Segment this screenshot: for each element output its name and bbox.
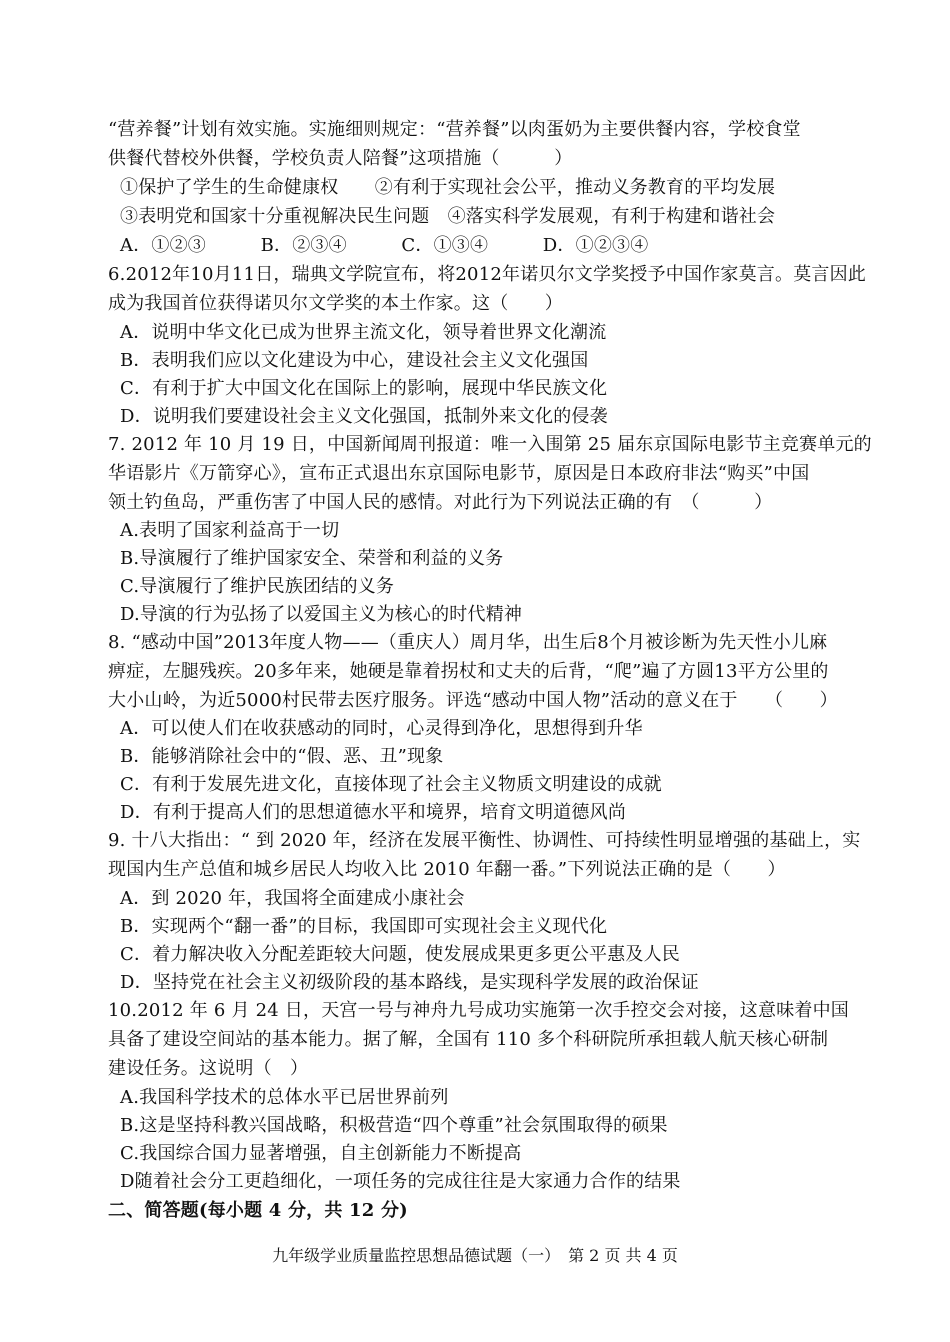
option-line: B．能够消除社会中的“假、恶、丑”现象 bbox=[120, 746, 444, 767]
option-line: A．到 2020 年，我国将全面建成小康社会 bbox=[120, 888, 465, 909]
option-line: A．可以使人们在收获感动的同时，心灵得到净化，思想得到升华 bbox=[120, 718, 643, 739]
option-line: A．说明中华文化已成为世界主流文化，领导着世界文化潮流 bbox=[120, 322, 607, 343]
question-6: 6.2012年10月11日，瑞典文学院宣布，将2012年诺贝尔文学奖授予中国作家莫言。莫言因此 bbox=[108, 264, 866, 285]
page-footer: 九年级学业质量监控思想品德试题（一） 第 2 页 共 4 页 bbox=[272, 1246, 678, 1265]
option-line: A.我国科学技术的总体水平已居世界前列 bbox=[120, 1087, 449, 1108]
text-line: 痹症，左腿残疾。20多年来，她硬是靠着拐杖和丈夫的后背，“爬”遍了方圆13平方公里的 bbox=[108, 661, 829, 682]
option-line: ①保护了学生的生命健康权 ②有利于实现社会公平，推动义务教育的平均发展 bbox=[120, 177, 776, 198]
question-8: 8. “感动中国”2013年度人物——（重庆人）周月华，出生后8个月被诊断为先天性小儿麻 bbox=[108, 632, 828, 653]
text-line: 具备了建设空间站的基本能力。据了解，全国有 110 多个科研院所承担载人航天核心研制 bbox=[108, 1029, 829, 1050]
text-line: 大小山岭，为近5000村民带去医疗服务。评选“感动中国人物”活动的意义在于 （ ） bbox=[108, 690, 838, 711]
option-line: B．实现两个“翻一番”的目标，我国即可实现社会主义现代化 bbox=[120, 916, 608, 937]
option-line: D．坚持党在社会主义初级阶段的基本路线，是实现科学发展的政治保证 bbox=[120, 972, 699, 993]
text-line: 领土钓鱼岛，严重伤害了中国人民的感情。对此行为下列说法正确的有 （ ） bbox=[108, 492, 773, 513]
option-line: ③表明党和国家十分重视解决民生问题 ④落实科学发展观，有利于构建和谐社会 bbox=[120, 206, 776, 227]
text-line: 成为我国首位获得诺贝尔文学奖的本土作家。这（ ） bbox=[108, 293, 563, 314]
answer-choices: A．①②③ B．②③④ C．①③④ D．①②③④ bbox=[120, 235, 649, 256]
question-10: 10.2012 年 6 月 24 日，天宫一号与神舟九号成功实施第一次手控交会对接，这意味着中国 bbox=[108, 1000, 849, 1021]
text-line: 现国内生产总值和城乡居民人均收入比 2010 年翻一番。”下列说法正确的是（ ） bbox=[108, 859, 786, 880]
option-line: B．表明我们应以文化建设为中心，建设社会主义文化强国 bbox=[120, 350, 589, 371]
option-line: D随着社会分工更趋细化，一项任务的完成往往是大家通力合作的结果 bbox=[120, 1171, 681, 1192]
option-line: C.导演履行了维护民族团结的义务 bbox=[120, 576, 395, 597]
option-line: C.我国综合国力显著增强，自主创新能力不断提高 bbox=[120, 1143, 522, 1164]
option-line: B.这是坚持科教兴国战略，积极营造“四个尊重”社会氛围取得的硕果 bbox=[120, 1115, 668, 1136]
text-line: 华语影片《万箭穿心》，宣布正式退出东京国际电影节，原因是日本政府非法“购买”中国 bbox=[108, 463, 810, 484]
option-line: D．有利于提高人们的思想道德水平和境界，培育文明道德风尚 bbox=[120, 802, 627, 823]
section-heading: 二、简答题(每小题 4 分，共 12 分) bbox=[108, 1200, 408, 1221]
text-line: 建设任务。这说明（ ） bbox=[108, 1058, 309, 1079]
option-line: D．说明我们要建设社会主义文化强国，抵制外来文化的侵袭 bbox=[120, 406, 608, 427]
option-line: C．有利于扩大中国文化在国际上的影响，展现中华民族文化 bbox=[120, 378, 608, 399]
option-line: D.导演的行为弘扬了以爱国主义为核心的时代精神 bbox=[120, 604, 523, 625]
option-line: C．着力解决收入分配差距较大问题，使发展成果更多更公平惠及人民 bbox=[120, 944, 680, 965]
question-9: 9. 十八大指出：“ 到 2020 年，经济在发展平衡性、协调性、可持续性明显增强的基础上，实 bbox=[108, 830, 861, 851]
option-line: C．有利于发展先进文化，直接体现了社会主义物质文明建设的成就 bbox=[120, 774, 662, 795]
question-7: 7. 2012 年 10 月 19 日，中国新闻周刊报道：唯一入围第 25 届东京国际电影节主竞赛单元的 bbox=[108, 434, 872, 455]
text-line: 供餐代替校外供餐，学校负责人陪餐”这项措施（ ） bbox=[108, 148, 573, 169]
text-line: “营养餐”计划有效实施。实施细则规定：“营养餐”以肉蛋奶为主要供餐内容，学校食堂 bbox=[108, 119, 801, 140]
option-line: A.表明了国家利益高于一切 bbox=[120, 520, 340, 541]
option-line: B.导演履行了维护国家安全、荣誉和利益的义务 bbox=[120, 548, 504, 569]
